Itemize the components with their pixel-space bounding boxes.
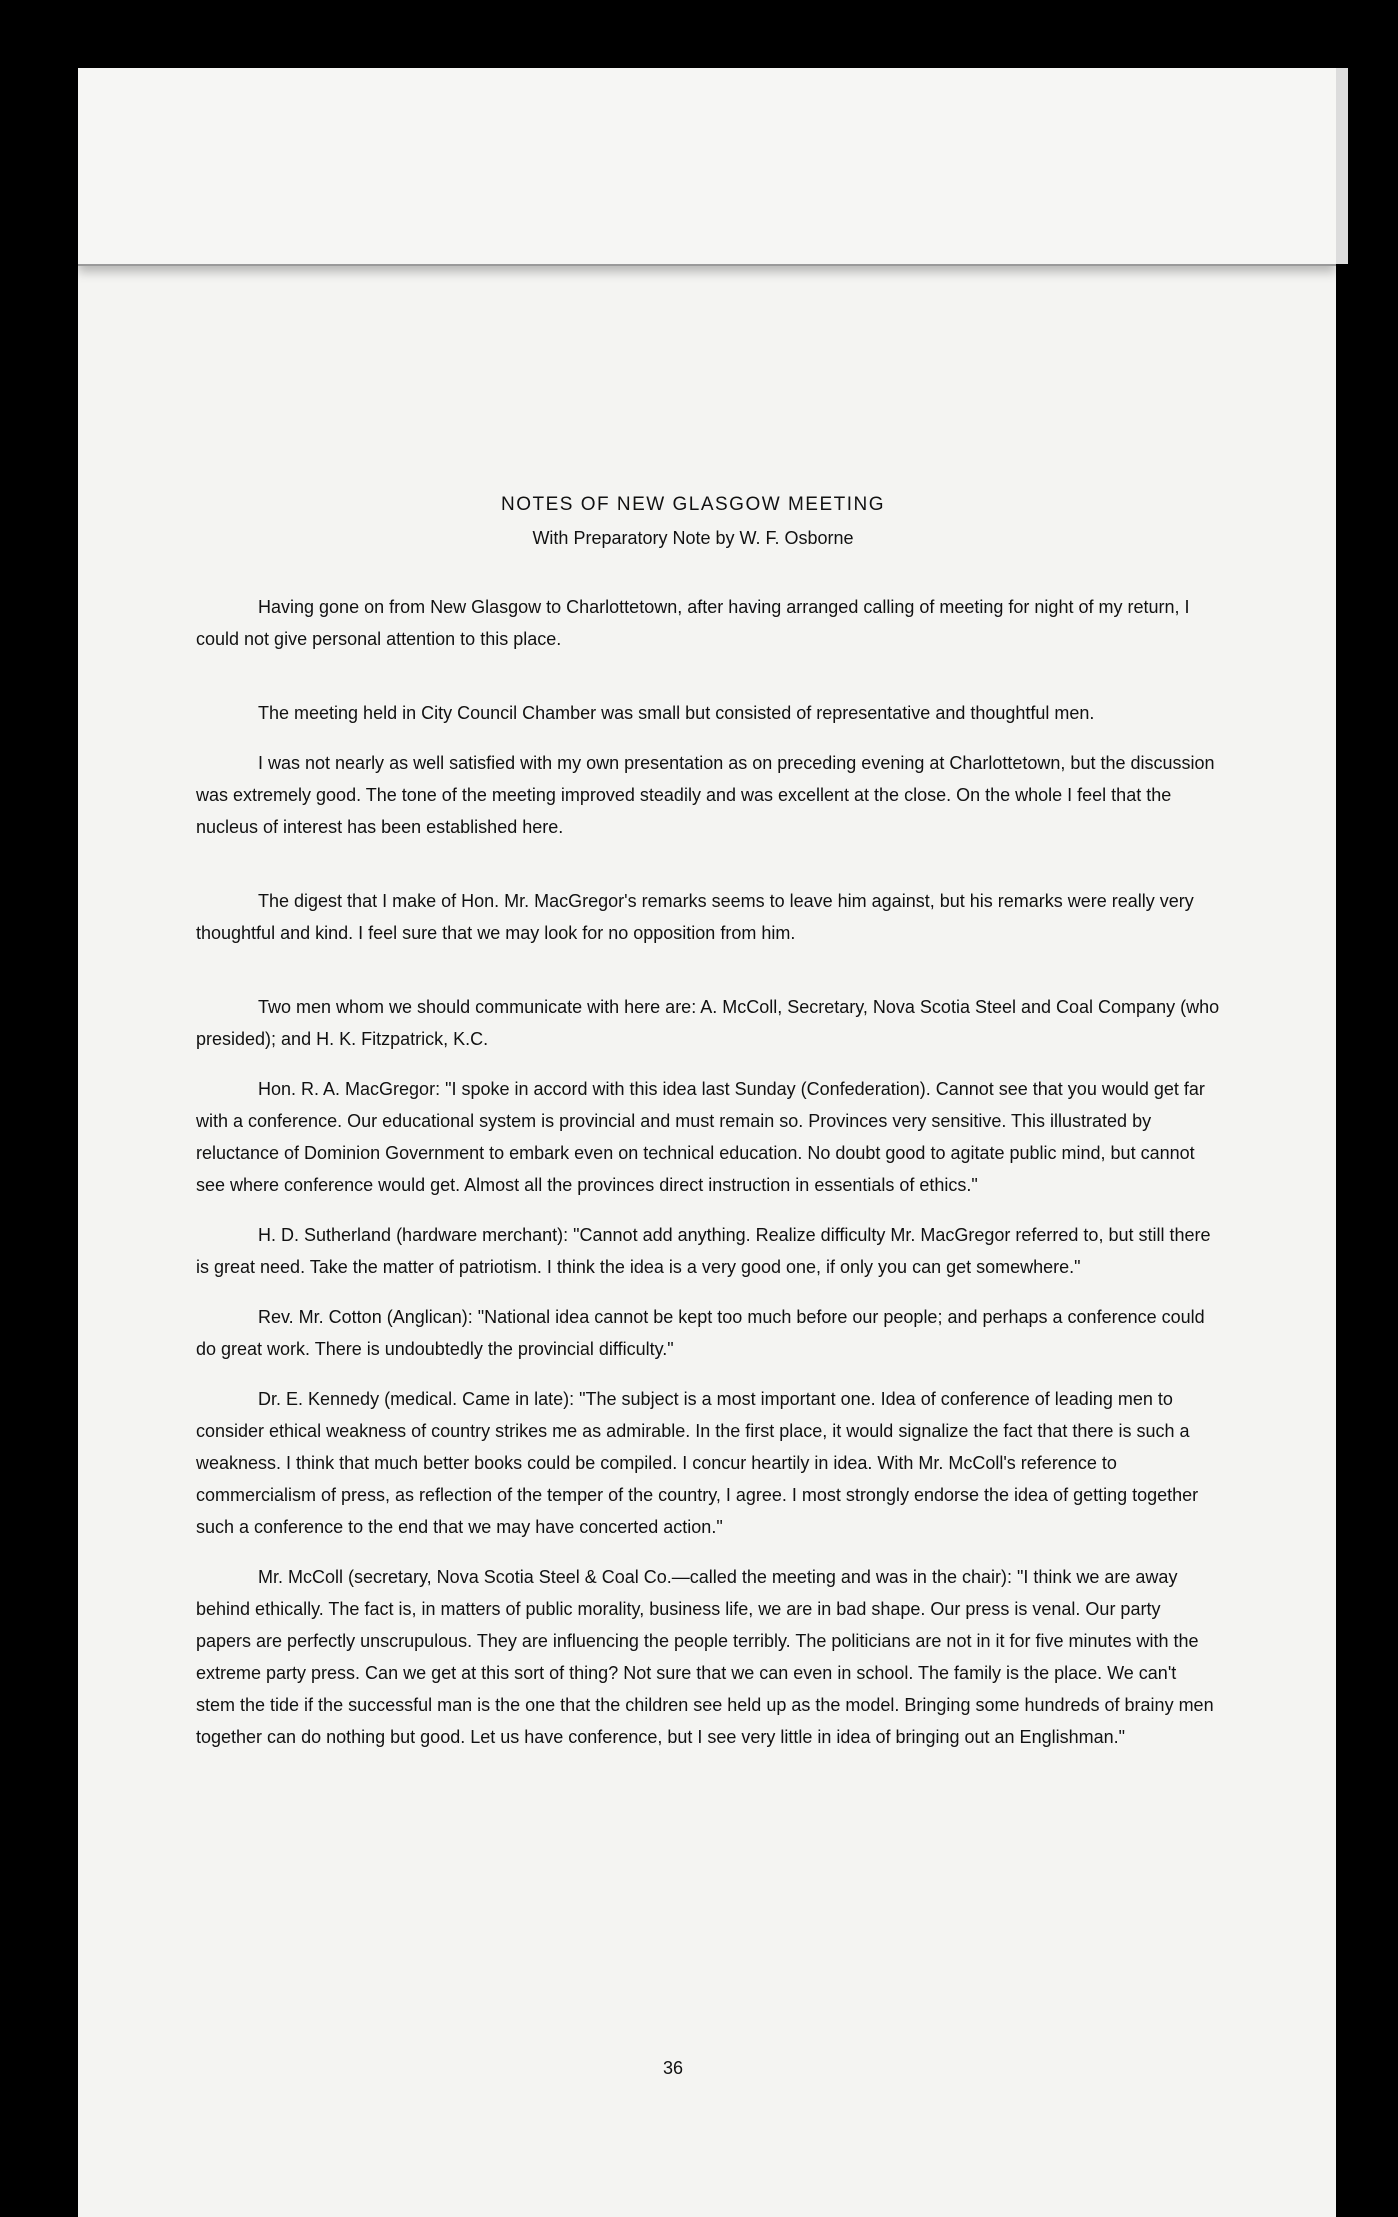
- paragraph-contacts: Two men whom we should communicate with here are: A. McColl, Secretary, Nova Scotia Steel and Coal Company (who presided); and H. K. Fitzpatrick, K.C.: [196, 997, 1220, 1049]
- paragraph-cotton: Rev. Mr. Cotton (Anglican): "National idea cannot be kept too much before our people; and perhaps a conference could do great work. There is undoubtedly the provincial difficulty.": [196, 1307, 1205, 1359]
- page-edge-shadow: [1336, 68, 1348, 264]
- paragraph-digest: The digest that I make of Hon. Mr. MacGregor's remarks seems to leave him against, but his remarks were really very thoughtful and kind. I feel sure that we may look for no opposition from him.: [196, 891, 1194, 943]
- paragraph-meeting: The meeting held in City Council Chamber was small but consisted of representative and thoughtful men.: [258, 703, 1095, 723]
- folded-page-edge: [78, 68, 1336, 266]
- paragraph-mccoll: Mr. McColl (secretary, Nova Scotia Steel & Coal Co.—called the meeting and was in the chair): "I think we are away behind ethically. The fact is, in matters of public morality, business life, we are in bad shape. Our press is venal. Our party papers are perfectly unscrupulous. They are influencing the people terribly. The politicians are not in it for five minutes with the extreme party press. Can we get at this sort of thing? Not sure that we can even in school. The family is the place. We can't stem the tide if the successful man is the one that the children see held up as the model. Bringing some hundreds of brainy men together can do nothing but good. Let us have conference, but I see very little in idea of bringing out an Englishman.": [196, 1567, 1214, 1747]
- paragraph-macgregor: Hon. R. A. MacGregor: "I spoke in accord with this idea last Sunday (Confederation). Cannot see that you would get far with a conference. Our educational system is provincial and must remain so. Provinces very sensitive. This illustrated by reluctance of Dominion Government to embark even on technical education. No doubt good to agitate public mind, but cannot see where conference would get. Almost all the provinces direct instruction in essentials of ethics.": [196, 1079, 1205, 1195]
- paragraph-kennedy: Dr. E. Kennedy (medical. Came in late): "The subject is a most important one. Idea of conference of leading men to consider ethical weakness of country strikes me as admirable. In the first place, it would signalize the fact that there is such a weakness. I think that much better books could be compiled. I concur heartily in idea. With Mr. McColl's reference to commercialism of press, as reflection of the temper of the country, I agree. I most strongly endorse the idea of getting together such a conference to the end that we may have concerted action.": [196, 1389, 1199, 1537]
- page-number-container: [0, 2058, 1398, 2079]
- paragraph-intro: Having gone on from New Glasgow to Charlottetown, after having arranged calling of meeting for night of my return, I could not give personal attention to this place.: [196, 597, 1190, 649]
- paragraph-sutherland: H. D. Sutherland (hardware merchant): "Cannot add anything. Realize difficulty Mr. MacGregor referred to, but still there is great need. Take the matter of patriotism. I think the idea is a very good one, if only you can get somewhere.": [196, 1225, 1211, 1277]
- page-number: 36: [662, 2058, 684, 2078]
- document-title: NOTES OF NEW GLASGOW MEETING: [500, 494, 886, 515]
- paragraph-presentation: I was not nearly as well satisfied with my own presentation as on preceding evening at Charlottetown, but the discussion was extremely good. The tone of the meeting improved steadily and was excellent at the close. On the whole I feel that the nucleus of interest has been established here.: [196, 753, 1215, 837]
- document-body: [196, 494, 1220, 1771]
- document-subtitle: With Preparatory Note by W. F. Osborne: [532, 528, 854, 548]
